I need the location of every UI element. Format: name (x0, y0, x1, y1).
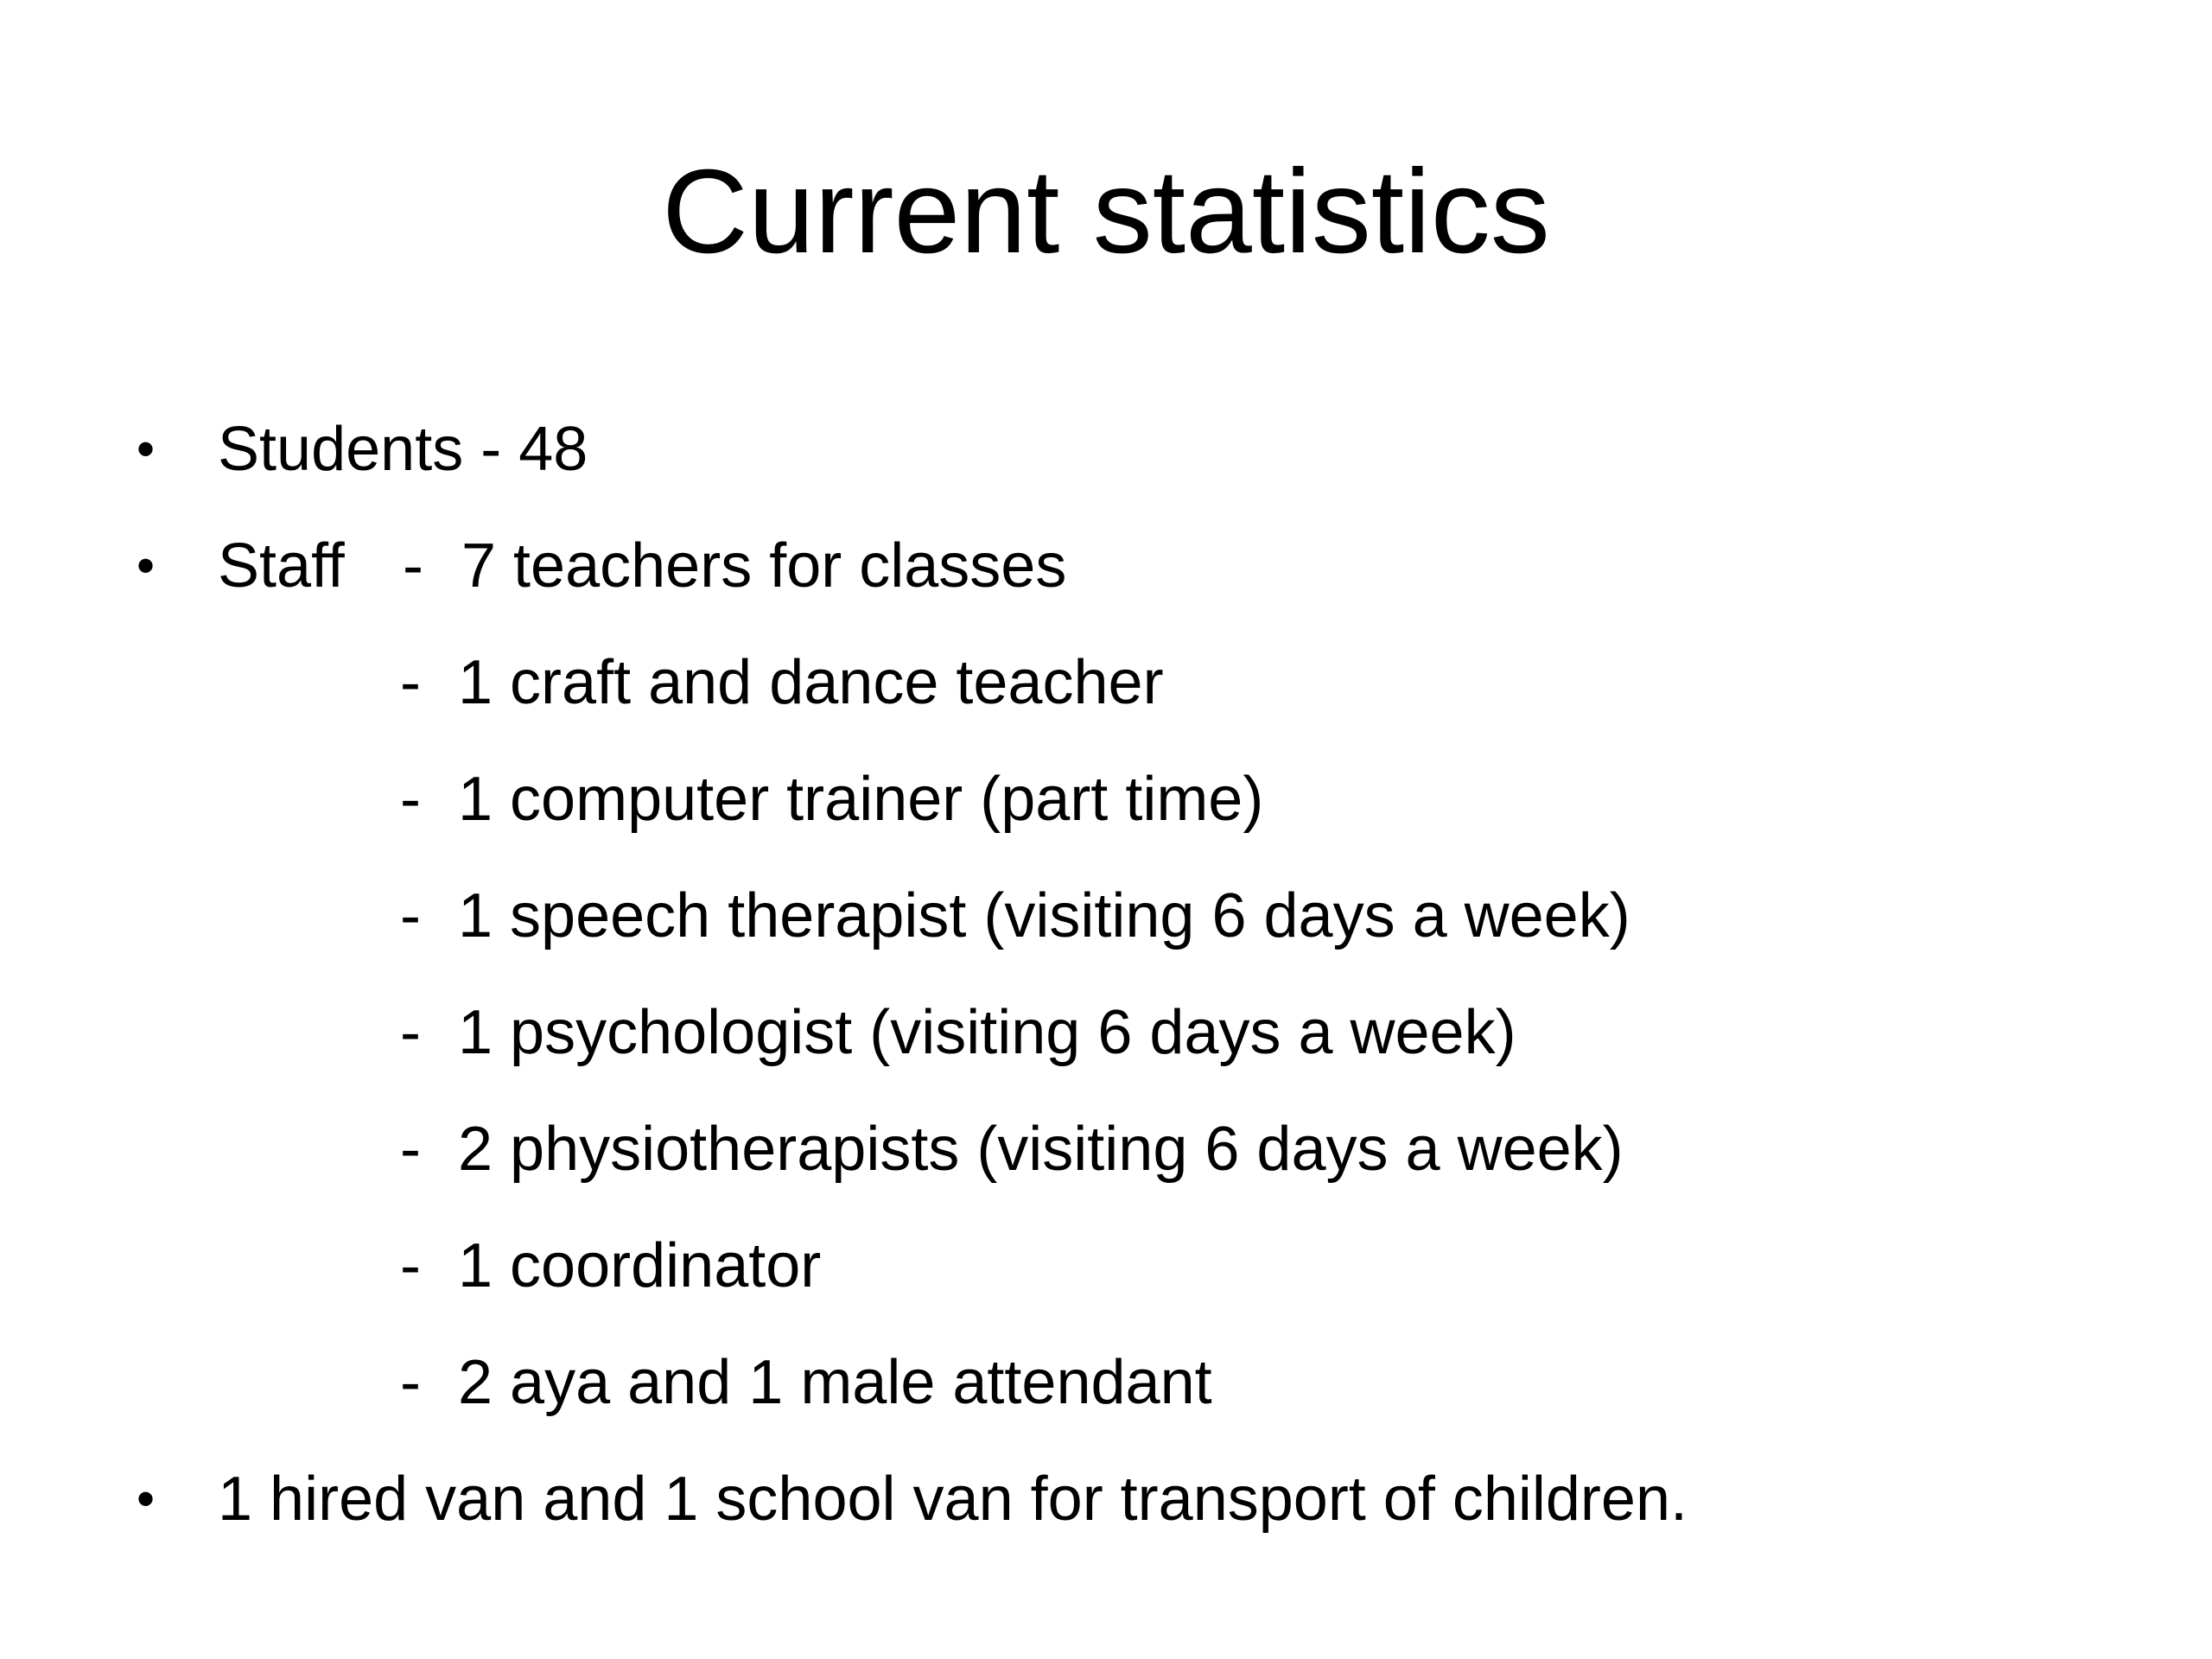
staff-sub-dash: - (400, 765, 421, 834)
staff-item-computer-trainer: 1 computer trainer (part time) (458, 765, 1264, 834)
staff-sub-dash: - (400, 881, 421, 950)
slide-title: Current statistics (662, 145, 1550, 278)
staff-item-physiotherapists: 2 physiotherapists (visiting 6 days a week) (458, 1115, 1624, 1184)
staff-item-attendants: 2 aya and 1 male attendant (458, 1348, 1212, 1417)
staff-sub-dash: - (400, 1115, 421, 1184)
staff-sub-dash: - (400, 1231, 421, 1300)
staff-item-psychologist: 1 psychologist (visiting 6 days a week) (458, 998, 1516, 1067)
staff-item-speech-therapist: 1 speech therapist (visiting 6 days a week) (458, 881, 1630, 950)
bullet-staff: • (137, 537, 156, 594)
staff-dash: - (403, 531, 423, 601)
staff-item-coordinator: 1 coordinator (458, 1231, 822, 1300)
staff-item-teachers: 7 teachers for classes (461, 531, 1067, 601)
bullet-students: • (137, 420, 156, 478)
staff-sub-dash: - (400, 1348, 421, 1417)
staff-item-craft-dance: 1 craft and dance teacher (458, 648, 1164, 717)
staff-sub-dash: - (400, 998, 421, 1067)
transport-text: 1 hired van and 1 school van for transport of children. (218, 1465, 1688, 1534)
staff-sub-dash: - (400, 648, 421, 717)
students-text: Students - 48 (218, 415, 588, 484)
staff-label: Staff (218, 531, 345, 601)
bullet-transport: • (137, 1470, 156, 1528)
